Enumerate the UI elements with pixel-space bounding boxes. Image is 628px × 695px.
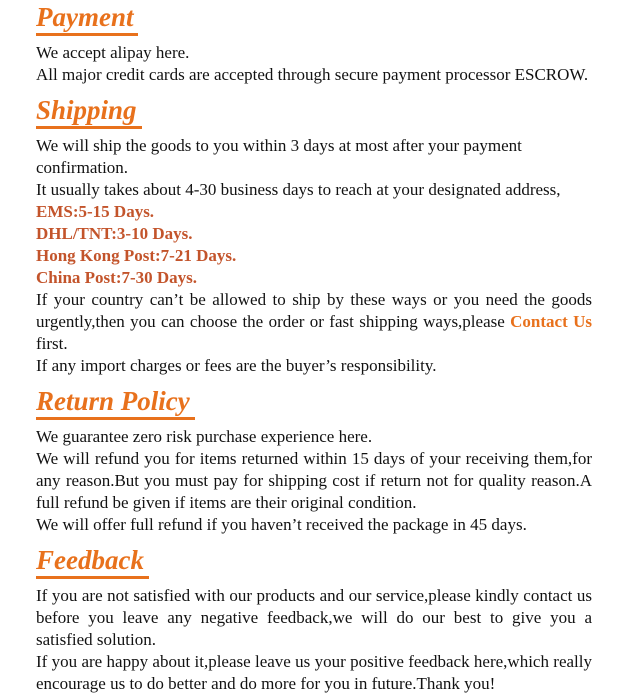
feedback-section-body: [36, 585, 592, 695]
payment-heading: Payment: [36, 2, 138, 36]
shipping-section-header: [36, 95, 592, 129]
shipping-restriction-note: [36, 289, 592, 355]
payment-section-body: [36, 42, 592, 86]
return-policy-section-body: [36, 426, 592, 536]
contact-us-link[interactable]: Contact Us: [510, 312, 592, 331]
payment-section-header: [36, 2, 592, 36]
return-guarantee-note: We guarantee zero risk purchase experience here.: [36, 427, 373, 446]
feedback-positive-note: If you are happy about it,please leave us your positive feedback here,which really encourage us to do better and do more for you in future.Thank you!: [36, 652, 592, 693]
return-policy-heading: Return Policy: [36, 386, 195, 420]
return-45-days-note: We will offer full refund if you haven’t received the package in 45 days.: [36, 515, 527, 534]
return-policy-section-header: [36, 386, 592, 420]
text-run: first.: [36, 334, 68, 353]
shipping-dispatch-note: We will ship the goods to you within 3 days at most after your payment confirmation.: [36, 136, 522, 177]
payment-alipay-note: We accept alipay here.: [36, 43, 190, 62]
feedback-contact-first-note: If you are not satisfied with our products and our service,please kindly contact us before you leave any negative feedback,we will do our best to give you a satisfied solution.: [36, 586, 592, 649]
text-run: If your country can’t be allowed to ship by these ways or you need the goods urgently,then you can choose the order or fast shipping ways,please: [36, 290, 592, 331]
shipping-method-ems: EMS:5-15 Days.: [36, 202, 155, 221]
payment-escrow-note: All major credit cards are accepted through secure payment processor ESCROW.: [36, 65, 589, 84]
shipping-section-body: [36, 135, 592, 377]
feedback-section-header: [36, 545, 592, 579]
return-refund-terms: We will refund you for items returned within 15 days of your receiving them,for any reason.But you must pay for shipping cost if return not for quality reason.A full refund be given if items are their original condition.: [36, 449, 592, 512]
shipping-method-hong-kong-post: Hong Kong Post:7-21 Days.: [36, 246, 237, 265]
feedback-heading: Feedback: [36, 545, 149, 579]
shipping-method-dhl-tnt: DHL/TNT:3-10 Days.: [36, 224, 193, 243]
shipping-import-charges-note: If any import charges or fees are the buyer’s responsibility.: [36, 356, 437, 375]
shipping-method-china-post: China Post:7-30 Days.: [36, 268, 198, 287]
shipping-transit-note: It usually takes about 4-30 business days to reach at your designated address,: [36, 180, 561, 199]
shipping-heading: Shipping: [36, 95, 142, 129]
